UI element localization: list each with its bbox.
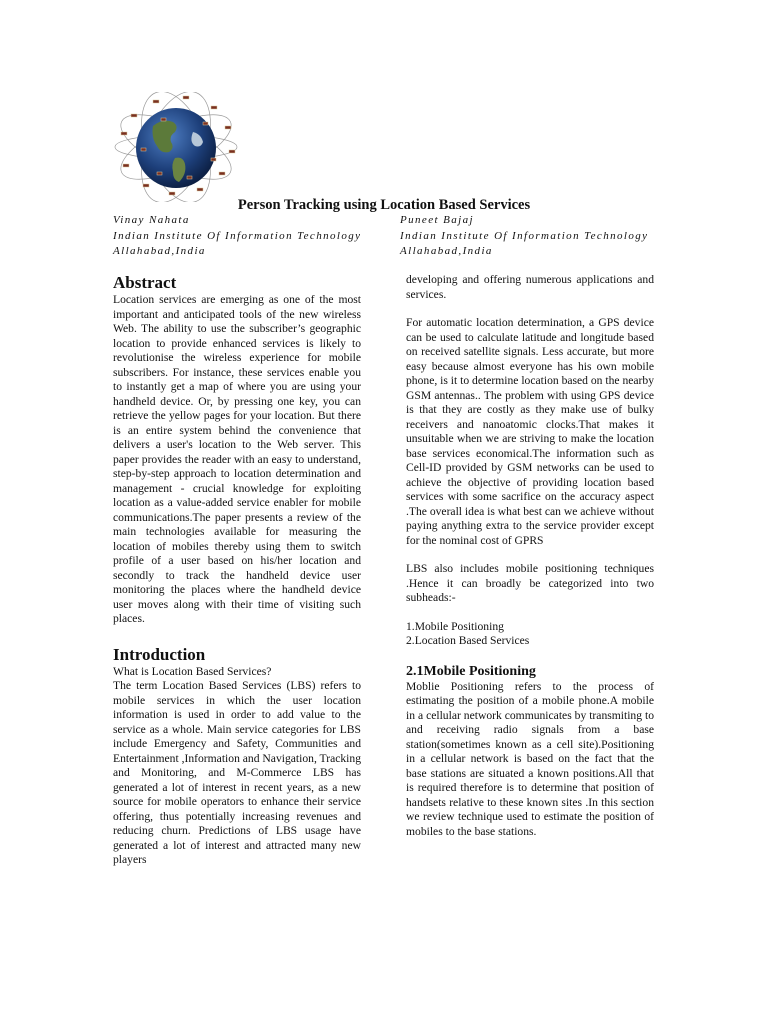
author-affiliation: Indian Institute Of Information Technology <box>400 229 649 242</box>
author-name: Puneet Bajaj <box>400 214 474 226</box>
author-affiliation: Indian Institute Of Information Technology <box>113 229 362 242</box>
lbs-paragraph: LBS also includes mobile positioning techniques .Hence it can broadly be categorized into two subheads:- <box>406 562 654 604</box>
paper-title: Person Tracking using Location Based Services <box>237 197 531 213</box>
globe-with-satellites-icon <box>113 92 239 202</box>
abstract-text: Location services are emerging as one of the most important and anticipated tools of the new wireless Web. The ability to use the subscriber’s geographic location to provide enhanced services is likely to revolutionise the wireless experience for mobile subscribers. For instance, these services enable you to instantly get a map of where you are using your handheld device. Or, by pressing one key, you can retrieve the yellow pages for your location. But there is an entire system behind the convenience that delivers a user's location to the Web server. This paper provides the reader with an easy to understand, step-by-step approach to location determination and management - crucial knowledge for exploiting location as a value-added service enabler for mobile communications.The paper presents a review of the main technologies available for measuring the location of mobiles thereby using them to switch profile of a user based on his/her location and secondly to track the handheld device user monitoring the places where the handheld device user moves along with their time of visiting such places. <box>113 293 361 625</box>
author-name: Vinay Nahata <box>113 214 190 226</box>
section-heading: 2.1Mobile Positioning <box>406 663 536 679</box>
list-item: 1.Mobile Positioning <box>406 619 504 633</box>
author-location: Allahabad,India <box>400 245 493 257</box>
author-block-2 <box>400 213 648 260</box>
list-item: 2.Location Based Services <box>406 634 530 647</box>
right-column <box>406 273 654 839</box>
section-text: Moblie Positioning refers to the process of estimating the position of a mobile phone.A mobile in a cellular network communicates by transmiting to and receiving radio signals from a base station(sometimes known as a cell site).Positioning in a cellular network is based on the fact that the base stations are situated a known positions.All that is required therefore is to determine that position of handsets relative to these known sites .In this section we review technique used to estimate the position of mobiles to the base stations. <box>406 679 654 838</box>
continuation-text: developing and offering numerous applications and services. <box>406 273 654 301</box>
introduction-text: The term Location Based Services (LBS) refers to mobile services in which the user location information is used in order to add value to the service as a whole. Main service categories for LBS include Emergency and Safety, Communities and Entertainment ,Information and Navigation, Tracking and Monitoring, and M-Commerce LBS has generated a lot of interest in recent years, as a new source for mobile operators to enhance their service offering, thus potentially increasing revenues and reducing churn. Predictions of LBS usage have generated a lot of interest and attracted many new players <box>113 679 361 866</box>
gps-paragraph: For automatic location determination, a GPS device can be used to calculate latitude and longitude based on received satellite signals. Less accurate, but more easy because almost everyone has his own mobile phone, is it to determine location based on the nearby GSM antennas.. The problem with using GPS device is that they are costly as they make use of bulky receivers and nanoatomic clocks.That makes it unsuitable when we are striving to make the location base services economical.The information such as Cell-ID provided by GSM networks can be used to achieve the objective of providing location based services with some sacrifice on the accuracy aspect .The overall idea is what best can we achieve without paying anything extra to the service provider except for the nominal cost of GPRS <box>406 316 654 547</box>
abstract-heading: Abstract <box>113 273 177 292</box>
author-location: Allahabad,India <box>113 245 206 257</box>
left-column <box>113 273 361 868</box>
introduction-heading: Introduction <box>113 644 206 664</box>
author-block-1 <box>113 213 361 260</box>
introduction-question: What is Location Based Services? <box>113 664 272 678</box>
